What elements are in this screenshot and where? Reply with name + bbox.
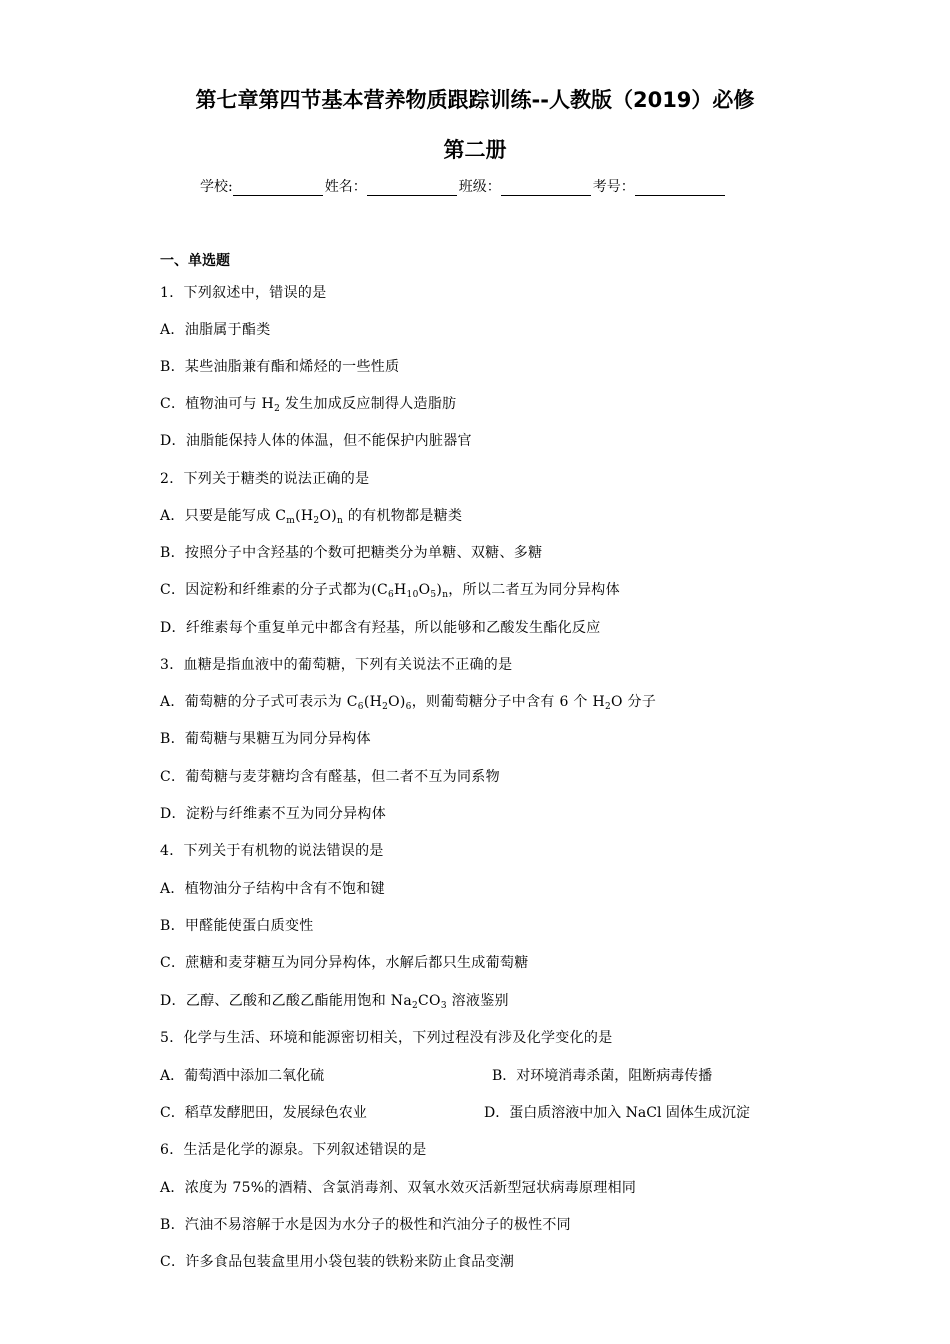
q1-option-d: D．油脂能保持人体的体温，但不能保护内脏器官: [160, 433, 472, 449]
question-4-stem: 4．下列关于有机物的说法错误的是: [160, 843, 384, 859]
q6-option-a: A．浓度为 75%的酒精、含氯消毒剂、双氧水效灭活新型冠状病毒原理相同: [160, 1180, 637, 1196]
q3-option-d: D．淀粉与纤维素不互为同分异构体: [160, 806, 387, 822]
q4d-t2: CO: [418, 993, 441, 1009]
q5-option-b: B．对环境消毒杀菌，阻断病毒传播: [492, 1068, 713, 1084]
q2c-s2: 10: [406, 590, 419, 600]
q2a-s2: 2: [313, 516, 320, 526]
q3a-s1: 6: [357, 702, 364, 712]
q3a-t4: ，则葡萄糖分子中含有 6 个 H: [411, 694, 605, 710]
q2c-s1: 6: [388, 590, 395, 600]
q3a-t1: A．葡萄糖的分子式可表示为 C: [160, 694, 358, 710]
school-blank[interactable]: [233, 181, 323, 196]
q2c-s3: 5: [430, 590, 437, 600]
q4-option-d: [160, 990, 509, 1010]
q3a-t5: O 分子: [611, 694, 657, 710]
q3a-s2: 2: [382, 702, 389, 712]
q1-option-b: B．某些油脂兼有酯和烯烃的一些性质: [160, 359, 400, 375]
page-title-line2: 第二册: [443, 138, 507, 162]
q4d-s1: 2: [411, 1001, 419, 1011]
student-info-row: [200, 176, 727, 196]
q3a-t3: O): [388, 694, 406, 710]
q4-option-a: A．植物油分子结构中含有不饱和键: [160, 881, 385, 897]
q4d-t1: D．乙醇、乙酸和乙酸乙酯能用饱和 Na: [160, 993, 412, 1009]
school-label: 学校:: [200, 179, 233, 195]
q3a-s3: 6: [405, 702, 412, 712]
q1c-text-2: 发生加成反应制得人造脂肪: [280, 396, 457, 412]
q1c-text-1: C．植物油可与 H: [160, 396, 275, 412]
q2c-t2: H: [394, 582, 407, 598]
q2c-s4: n: [442, 590, 449, 600]
question-3-stem: 3．血糖是指血液中的葡萄糖，下列有关说法不正确的是: [160, 657, 513, 673]
q3-option-b: B．葡萄糖与果糖互为同分异构体: [160, 731, 371, 747]
q2-option-a: [160, 505, 462, 525]
q2c-t3: O: [418, 582, 431, 598]
q6-option-b: B．汽油不易溶解于水是因为水分子的极性和汽油分子的极性不同: [160, 1217, 571, 1233]
class-label: 班级：: [458, 179, 501, 195]
q1c-sub: 2: [274, 404, 281, 414]
q2a-t3: O): [319, 508, 337, 524]
section-title: 一、单选题: [160, 253, 230, 269]
q3a-s4: 2: [604, 702, 612, 712]
q1-option-c: [160, 393, 456, 413]
q2-option-c: [160, 579, 620, 599]
number-label: 考号：: [592, 179, 635, 195]
q5-option-a: A．葡萄酒中添加二氧化硫: [160, 1068, 325, 1084]
number-blank[interactable]: [635, 181, 725, 196]
q2c-t5: ，所以二者互为同分异构体: [448, 582, 620, 598]
page-title-line1: 第七章第四节基本营养物质跟踪训练--人教版（2019）必修: [195, 88, 755, 112]
q3-option-a: [160, 691, 656, 711]
class-blank[interactable]: [501, 181, 591, 196]
q2-option-b: B．按照分子中含羟基的个数可把糖类分为单糖、双糖、多糖: [160, 545, 543, 561]
question-5-stem: 5．化学与生活、环境和能源密切相关，下列过程没有涉及化学变化的是: [160, 1030, 613, 1046]
q2-option-d: D．纤维素每个重复单元中都含有羟基，所以能够和乙酸发生酯化反应: [160, 620, 601, 636]
q2a-t2: (H: [295, 508, 314, 524]
name-label: 姓名：: [324, 179, 367, 195]
q4-option-c: C．蔗糖和麦芽糖互为同分异构体，水解后都只生成葡萄糖: [160, 955, 529, 971]
q6-option-c: C．许多食品包装盒里用小袋包装的铁粉来防止食品变潮: [160, 1254, 515, 1270]
q3a-t2: (H: [363, 694, 383, 710]
q2c-t1: C．因淀粉和纤维素的分子式都为(C: [160, 582, 388, 598]
question-2-stem: 2．下列关于糖类的说法正确的是: [160, 471, 370, 487]
q2a-t4: 的有机物都是糖类: [343, 508, 463, 524]
q4-option-b: B．甲醛能使蛋白质变性: [160, 918, 314, 934]
name-blank[interactable]: [367, 181, 457, 196]
question-1-stem: 1．下列叙述中，错误的是: [160, 285, 327, 301]
q4d-s2: 3: [440, 1001, 447, 1011]
q2c-t4: ): [436, 582, 443, 598]
q4d-t3: 溶液鉴别: [446, 993, 509, 1009]
q2a-s1: m: [286, 516, 296, 526]
q1-option-a: A．油脂属于酯类: [160, 322, 271, 338]
q3-option-c: C．葡萄糖与麦芽糖均含有醛基，但二者不互为同系物: [160, 769, 500, 785]
q2a-t1: A．只要是能写成 C: [160, 508, 287, 524]
q2a-s3: n: [336, 516, 344, 526]
q5-option-c: C．稻草发酵肥田，发展绿色农业: [160, 1105, 367, 1121]
q5-option-d: D．蛋白质溶液中加入 NaCl 固体生成沉淀: [484, 1105, 750, 1121]
question-6-stem: 6．生活是化学的源泉。下列叙述错误的是: [160, 1142, 427, 1158]
